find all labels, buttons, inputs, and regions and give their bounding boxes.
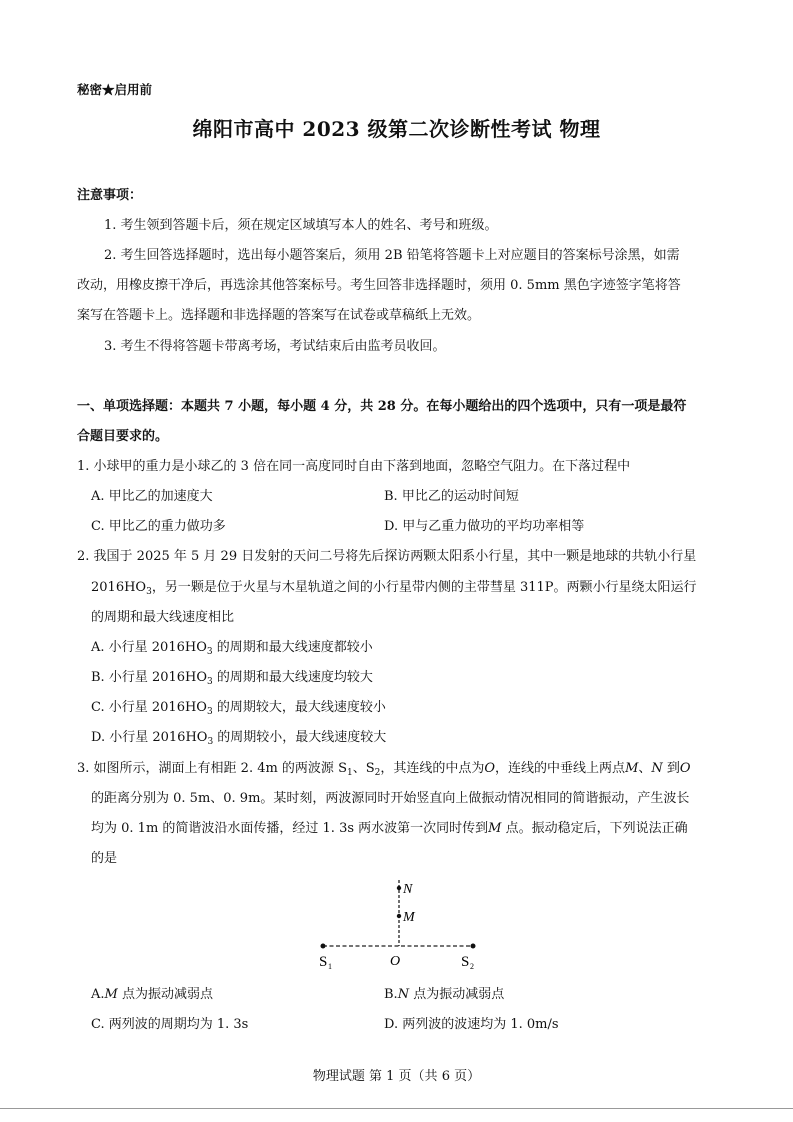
q1-option-b: B. 甲比乙的运动时间短 [384, 489, 519, 504]
q2-stem-line-3: 的周期和最大线速度相比 [91, 610, 235, 625]
label-m: M [403, 910, 415, 925]
q2-option-b: B. 小行星 $2016HO_3$ 的周期和最大线速度均较大 [91, 670, 373, 687]
secret-label: 秘密★启用前 [77, 82, 153, 97]
q2-stem-line-1: 2. 我国于 2025 年 5 月 29 日发射的天问二号将先后探访两颗太阳系小行星，其中一颗是地球的共轨小行星 [77, 549, 697, 564]
diagram-svg [310, 872, 490, 972]
source-s2 [471, 944, 476, 949]
label-n: N [403, 882, 413, 897]
label-s2-sub: 2 [470, 962, 474, 971]
label-s2: S [461, 954, 470, 970]
label-s1: S [319, 954, 328, 970]
notice-item-3: 3. 考生不得将答题卡带离考场，考试结束后由监考员收回。 [104, 339, 446, 354]
wave-source-diagram [310, 872, 490, 972]
notice-item-2-line-3: 案写在答题卡上。选择题和非选择题的答案写在试卷或草稿纸上无效。 [77, 308, 481, 323]
bottom-divider [0, 1108, 793, 1109]
q3-option-c: C. 两列波的周期均为 1. 3s [91, 1017, 249, 1032]
page-footer: 物理试题 第 1 页（共 6 页） [312, 1069, 481, 1084]
notice-item-1: 1. 考生领到答题卡后，须在规定区域填写本人的姓名、考号和班级。 [104, 218, 498, 233]
section-1-heading-line-1: 一、单项选择题：本题共 7 小题，每小题 4 分，共 28 分。在每小题给出的四个选项中，只有一项是最符 [77, 399, 687, 414]
notice-item-2-line-1: 2. 考生回答选择题时，选出每小题答案后，须用 2B 铅笔将答题卡上对应题目的答案标号涂黑，如需 [104, 248, 680, 263]
q3-stem-line-2: 的距离分别为 0. 5m、0. 9m。某时刻，两波源同时开始竖直向上做振动情况相同的简谐振动，产生波长 [91, 791, 690, 806]
source-s1 [321, 944, 326, 949]
point-m [397, 914, 401, 918]
q2-option-d: D. 小行星 $2016HO_3$ 的周期较小，最大线速度较大 [91, 730, 387, 747]
page-title: 绵阳市高中 2023 级第二次诊断性考试 物理 [192, 117, 601, 141]
q1-option-a: A. 甲比乙的加速度大 [91, 489, 213, 504]
q1-stem: 1. 小球甲的重力是小球乙的 3 倍在同一高度同时自由下落到地面，忽略空气阻力。在下落过程中 [77, 459, 631, 474]
q3-option-b: B.N 点为振动减弱点 [384, 987, 505, 1002]
label-o: O [390, 954, 401, 969]
q3-option-d: D. 两列波的波速均为 1. 0m/s [384, 1017, 559, 1032]
q2-stem-line-2: $2016HO_3$，另一颗是位于火星与木星轨道之间的小行星带内侧的主带彗星 311P。两颗小行星绕太阳运行 [91, 580, 697, 597]
q2-option-a: A. 小行星 $2016HO_3$ 的周期和最大线速度都较小 [91, 640, 373, 657]
point-n [397, 886, 401, 890]
q3-stem-line-1: 3. 如图所示，湖面上有相距 2. 4m 的两波源 $S_1$、$S_2$，其连线的中点为O，连线的中垂线上两点M、N 到O [77, 761, 691, 778]
q3-option-a: A.M 点为振动减弱点 [91, 987, 213, 1002]
notice-item-2-line-2: 改动，用橡皮擦干净后，再选涂其他答案标号。考生回答非选择题时，须用 0. 5mm 黑色字迹签字笔将答 [77, 278, 681, 293]
q2-option-c: C. 小行星 $2016HO_3$ 的周期较大，最大线速度较小 [91, 700, 386, 717]
q1-option-c: C. 甲比乙的重力做功多 [91, 519, 226, 534]
q3-stem-line-3: 均为 0. 1m 的简谐波沿水面传播，经过 1. 3s 两水波第一次同时传到M 点。振动稳定后，下列说法正确 [91, 821, 688, 836]
q1-option-d: D. 甲与乙重力做功的平均功率相等 [384, 519, 585, 534]
q3-stem-line-4: 的是 [91, 851, 118, 866]
notice-heading: 注意事项： [77, 188, 143, 203]
section-1-heading-line-2: 合题目要求的。 [77, 429, 169, 444]
label-s1-sub: 1 [328, 962, 332, 971]
